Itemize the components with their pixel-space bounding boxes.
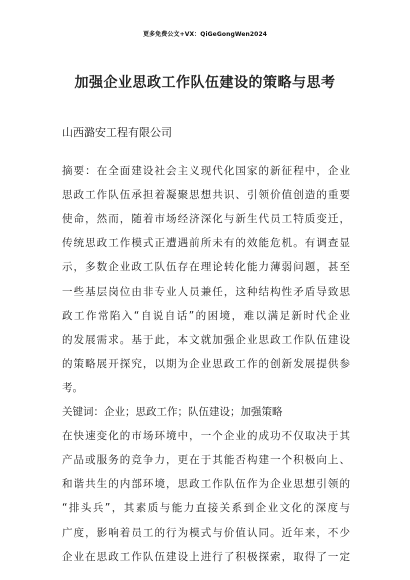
text-line: 使命，然而，随着市场经济深化与新生代员工特质变迁，: [62, 213, 350, 226]
text-line: 思政工作队伍承担着凝聚思想共识、引领价值创造的重要: [62, 189, 350, 202]
document-title: 加强企业思政工作队伍建设的策略与思考: [74, 75, 336, 91]
text-line: 在快速变化的市场环境中，一个企业的成功不仅取决于其: [62, 430, 350, 443]
text-line: 的策略展开探究，以期为企业思政工作的创新发展提供参: [62, 357, 350, 370]
text-line: 一些基层岗位由非专业人员兼任，这种结构性矛盾导致思: [62, 285, 350, 298]
text-line: 传统思政工作模式正遭遇前所未有的效能危机。有调查显: [62, 237, 350, 250]
text-line: 广度，影响着员工的行为模式与价值认同。近年来，不少: [62, 526, 350, 539]
text-line: 政工作常陷入“自说自话”的困境，难以满足新时代企业: [62, 309, 350, 322]
header-note: 更多免费公文+VX：QiGeGongWen2024: [142, 31, 267, 38]
text-line: 示，多数企业政工队伍存在理论转化能力薄弱问题，甚至: [62, 261, 350, 274]
text-line: 和谐共生的内部环境，思政工作队伍作为企业思想引领的: [62, 478, 350, 491]
organization-name: 山西潞安工程有限公司: [62, 126, 172, 139]
text-line: 企业在思政工作队伍建设上进行了积极探索，取得了一定: [62, 550, 350, 563]
text-line: 的发展需求。基于此，本文就加强企业思政工作队伍建设: [62, 333, 350, 346]
text-line: 产品或服务的竞争力，更在于其能否构建一个积极向上、: [62, 454, 350, 467]
text-line: 关键词：企业；思政工作；队伍建设；加强策略: [62, 406, 283, 418]
text-line: 摘要：在全面建设社会主义现代化国家的新征程中，企业: [62, 165, 350, 177]
text-line: 考。: [62, 381, 83, 394]
text-line: “排头兵”，其素质与能力直接关系到企业文化的深度与: [62, 502, 350, 515]
